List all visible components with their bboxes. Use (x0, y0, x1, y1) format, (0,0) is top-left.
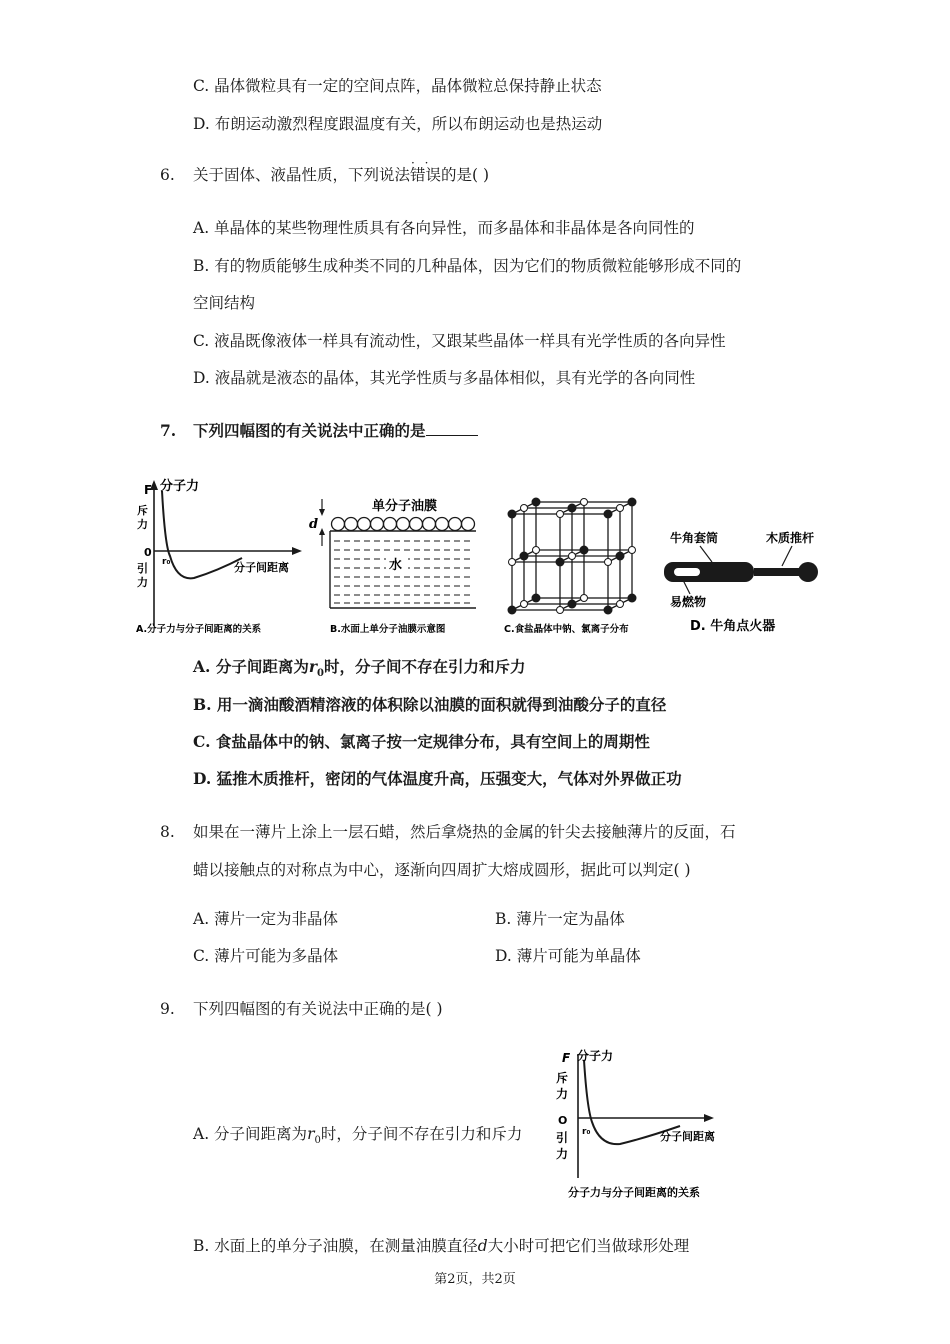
fig-d-sleeve-label: 牛角套筒 (670, 531, 719, 545)
fig-a-f-label: F (144, 483, 153, 497)
q6-stem (193, 165, 489, 185)
q9-option-a-post: 时，分子间不存在引力和斥力 (320, 1125, 523, 1143)
q9-option-a-var: r (307, 1125, 315, 1143)
q7-option-b: B. 用一滴油酸酒精溶液的体积除以油膜的面积就得到油酸分子的直径 (193, 695, 667, 714)
q6-number: 6. (160, 166, 175, 184)
q6-stem-emphasis: · · 错误 (410, 165, 441, 185)
q6-option-c: C. 液晶既像液体一样具有流动性，又跟某些晶体一样具有光学性质的各向异性 (193, 332, 726, 350)
q7-option-d: D. 猛推木质推杆，密闭的气体温度升高，压强变大，气体对外界做正功 (193, 769, 682, 788)
fig-b-d-label: d (309, 517, 319, 532)
fig-a-caption: A.分子力与分子间距离的关系 (136, 624, 262, 635)
fig-a-repel-2: 力 (137, 518, 148, 531)
q8-option-b: B. 薄片一定为晶体 (495, 910, 625, 928)
q7-stem-text: 下列四幅图的有关说法中正确的是 (193, 421, 426, 440)
fig9-repel-1: 斥 (556, 1071, 569, 1085)
q9-option-a-sub: 0 (314, 1135, 321, 1147)
fig9-x-label: 分子间距离 (660, 1130, 715, 1143)
q8-option-d: D. 薄片可能为单晶体 (495, 947, 641, 965)
q5-option-c: C. 晶体微粒具有一定的空间点阵，晶体微粒总保持静止状态 (193, 77, 602, 95)
fig-b-caption: B.水面上单分子油膜示意图 (330, 624, 446, 635)
q7-figure-c (500, 486, 660, 638)
fig-d-chamber (674, 568, 700, 576)
q6-option-b-line1: B. 有的物质能够生成种类不同的几种晶体，因为它们的物质微粒能够形成不同的 (193, 257, 742, 275)
q7-figure-a (132, 476, 302, 638)
q8-number: 8. (160, 823, 175, 841)
q9-number: 9. (160, 1000, 175, 1018)
fig9-f-label: F (562, 1051, 571, 1065)
fig-b-molecules (332, 518, 475, 531)
q5-option-d: D. 布朗运动激烈程度跟温度有关，所以布朗运动也是热运动 (193, 115, 603, 133)
fig9-r0: r₀ (582, 1127, 591, 1137)
q9-option-a-pre: A. 分子间距离为 (193, 1125, 308, 1143)
fig-b-label: 单分子油膜 (372, 499, 438, 514)
fig9-origin: O (558, 1114, 568, 1127)
fig-a-r0: r₀ (162, 557, 171, 567)
q7-option-c: C. 食盐晶体中的钠、氯离子按一定规律分布，具有空间上的周期性 (193, 732, 650, 751)
q7-figure-b (304, 494, 484, 638)
q9-option-b-post: 大小时可把它们当做球形处理 (487, 1237, 690, 1255)
q7-figure-d (660, 526, 840, 638)
fig-b-water-label: 水 (389, 558, 403, 573)
fig-d-caption: D. 牛角点火器 (690, 619, 776, 634)
q7-number: 7. (160, 421, 177, 440)
fig-a-x-label: 分子间距离 (234, 561, 289, 574)
fig9-attract-1: 引 (556, 1131, 569, 1145)
page-footer: 第2页，共2页 (434, 1272, 516, 1287)
fig-a-title: 分子力 (160, 479, 200, 494)
q6-option-b-line2: 空间结构 (193, 294, 256, 312)
fig-a-x-arrow (292, 547, 302, 555)
q9-option-b (193, 1236, 689, 1256)
fig9-repel-2: 力 (556, 1087, 569, 1101)
q8-option-a: A. 薄片一定为非晶体 (193, 910, 339, 928)
q8-stem-line1: 如果在一薄片上涂上一层石蜡，然后拿烧热的金属的针尖去接触薄片的反面，石 (193, 823, 736, 841)
q9-option-b-pre: B. 水面上的单分子油膜，在测量油膜直径 (193, 1237, 478, 1255)
fig-d-knob (798, 562, 818, 582)
q8-option-c: C. 薄片可能为多晶体 (193, 947, 339, 965)
q6-option-a: A. 单晶体的某些物理性质具有各向异性，而多晶体和非晶体是各向同性的 (193, 219, 695, 237)
q6-option-d: D. 液晶就是液态的晶体，其光学性质与多晶体相似，具有光学的各向同性 (193, 369, 696, 387)
fig-a-attract-2: 力 (137, 576, 148, 589)
fig-a-attract-1: 引 (137, 562, 148, 575)
q7-option-a-sub: 0 (317, 668, 324, 680)
q9-stem: 下列四幅图的有关说法中正确的是( ) (193, 1000, 443, 1018)
q9-option-b-var: d (477, 1237, 488, 1255)
fig9-title: 分子力 (577, 1049, 614, 1063)
q7-stem (193, 421, 478, 441)
q7-option-a-post: 时，分子间不存在引力和斥力 (323, 657, 526, 676)
q7-option-a (193, 657, 525, 684)
q6-stem-pre: 关于固体、液晶性质，下列说法 (193, 166, 411, 184)
fig-d-rod-label: 木质推杆 (766, 531, 815, 545)
q6-stem-post: 的是( ) (441, 166, 490, 184)
q9-option-a (193, 1124, 522, 1151)
q7-answer-blank (426, 421, 478, 436)
fig-c-caption: C.食盐晶体中钠、氯离子分布 (504, 624, 629, 635)
fig9-caption: 分子力与分子间距离的关系 (568, 1186, 700, 1199)
fig-a-repel-1: 斥 (137, 504, 148, 517)
q7-option-a-var: r (308, 657, 317, 676)
q9-figure (550, 1046, 750, 1204)
q7-option-a-pre: A. 分子间距离为 (193, 657, 309, 676)
fig-a-force-curve (162, 491, 242, 578)
fig-d-rod (754, 568, 802, 576)
fig-d-fuel-label: 易燃物 (670, 595, 707, 609)
fig-a-origin: 0 (144, 546, 152, 559)
q8-stem-line2: 蜡以接触点的对称点为中心，逐渐向四周扩大熔成圆形，据此可以判定( ) (193, 861, 691, 879)
fig9-attract-2: 力 (556, 1147, 569, 1161)
fig9-x-arrow (704, 1114, 714, 1122)
